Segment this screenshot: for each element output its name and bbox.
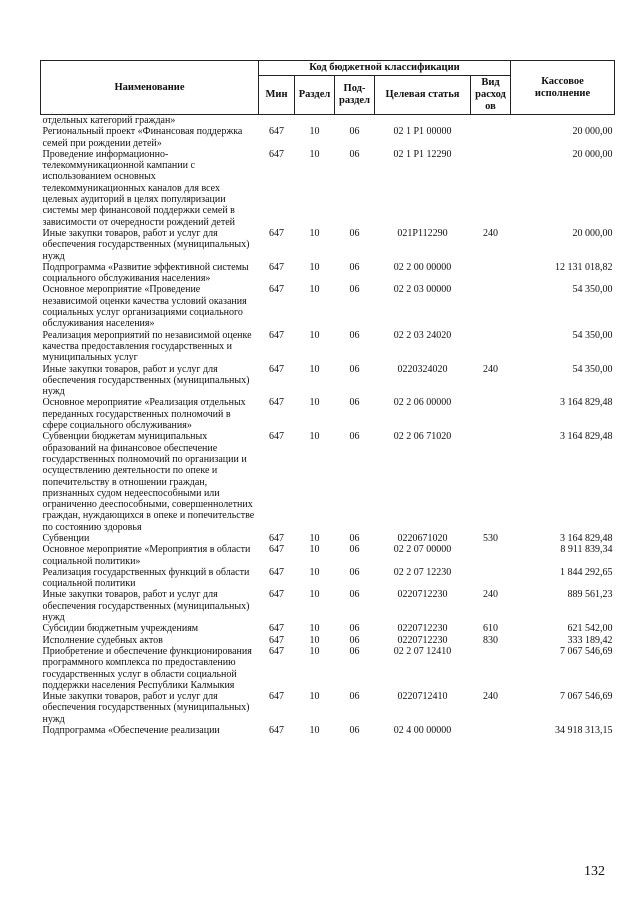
table-row xyxy=(41,115,615,127)
row-name: Иные закупки товаров, работ и услуг для обеспечения государственных (муниципальных) нужд xyxy=(42,691,250,725)
row-min: 647 xyxy=(269,634,284,646)
row-razdel: 10 xyxy=(309,148,320,160)
row-amount: 3 164 829,48 xyxy=(560,431,613,443)
row-statya: 02 2 06 71020 xyxy=(393,431,452,443)
row-amount: 3 164 829,48 xyxy=(560,532,613,544)
table-row xyxy=(41,397,615,431)
row-amount: 20 000,00 xyxy=(572,148,613,160)
table-row xyxy=(41,364,615,398)
row-razdel: 10 xyxy=(309,126,320,138)
row-razdel: 10 xyxy=(309,227,320,239)
row-vid: 830 xyxy=(483,634,498,646)
table-row xyxy=(41,262,615,285)
header-amount: Кассовое исполнение xyxy=(511,61,615,115)
row-vid: 610 xyxy=(483,623,498,635)
row-amount: 54 350,00 xyxy=(572,284,613,296)
row-min: 647 xyxy=(269,645,284,657)
row-statya: 02 2 06 00000 xyxy=(393,397,452,409)
row-statya: 02 2 03 24020 xyxy=(393,329,452,341)
row-vid: 240 xyxy=(483,227,498,239)
row-podrazdel: 06 xyxy=(349,691,360,703)
row-vid xyxy=(471,115,511,127)
row-name: Региональный проект «Финансовая поддержка семей при рождении детей» xyxy=(42,126,243,149)
table-body xyxy=(41,115,615,737)
row-name: Подпрограмма «Обеспечение реализации xyxy=(42,725,220,737)
row-name: Субвенции бюджетам муниципальных образований на финансовое обеспечение государственных полномочий по организации и осуществлению деятельности по опеке и попечительству в отношении граждан, признанных судом недееспособными или ограниченно дееспособными, совершеннолетних граждан, нуждающихся в опеке и попечительстве по состоянию здоровья xyxy=(42,431,255,533)
row-amount xyxy=(511,115,615,127)
row-razdel: 10 xyxy=(309,544,320,556)
row-amount: 54 350,00 xyxy=(572,329,613,341)
row-min: 647 xyxy=(269,261,284,273)
row-name: Субсидии бюджетным учреждениям xyxy=(42,623,199,635)
row-min: 647 xyxy=(269,589,284,601)
row-min: 647 xyxy=(269,623,284,635)
table-row xyxy=(41,623,615,634)
table-row xyxy=(41,330,615,364)
row-razdel xyxy=(295,115,335,127)
row-razdel: 10 xyxy=(309,566,320,578)
row-podrazdel: 06 xyxy=(349,544,360,556)
row-name: Основное мероприятие «Мероприятия в области социальной политики» xyxy=(42,544,251,567)
row-podrazdel: 06 xyxy=(349,397,360,409)
row-amount: 7 067 546,69 xyxy=(560,645,613,657)
row-statya: 0220712410 xyxy=(397,691,448,703)
row-name: Исполнение судебных актов xyxy=(42,634,163,646)
row-razdel: 10 xyxy=(309,645,320,657)
row-vid xyxy=(471,567,511,590)
row-podrazdel: 06 xyxy=(349,329,360,341)
row-amount: 3 164 829,48 xyxy=(560,397,613,409)
table-row xyxy=(41,284,615,329)
row-vid xyxy=(471,646,511,691)
row-podrazdel: 06 xyxy=(349,148,360,160)
row-razdel: 10 xyxy=(309,691,320,703)
row-statya: 021P112290 xyxy=(397,227,448,239)
row-name: Приобретение и обеспечение функционирования программного комплекса по предоставлению государственных услуг в области социальной поддержки населения Республики Калмыкия xyxy=(42,645,252,691)
row-amount: 8 911 839,34 xyxy=(560,544,613,556)
row-statya xyxy=(375,115,471,127)
row-statya: 02 2 00 00000 xyxy=(393,261,452,273)
row-name: Проведение информационно-телекоммуникационной кампании с использованием основных телекоммуникационных каналов для всех целевых аудиторий в целях популяризации системы мер финансовой поддержки семей в зависимости от очередности рождений детей xyxy=(42,148,236,228)
row-statya: 0220712230 xyxy=(397,634,448,646)
header-min: Мин xyxy=(259,76,295,115)
row-podrazdel: 06 xyxy=(349,566,360,578)
table-row xyxy=(41,589,615,623)
row-vid xyxy=(471,725,511,736)
row-min: 647 xyxy=(269,725,284,737)
row-vid xyxy=(471,126,511,149)
row-min: 647 xyxy=(269,566,284,578)
row-name: Иные закупки товаров, работ и услуг для обеспечения государственных (муниципальных) нужд xyxy=(42,589,250,624)
row-name: Подпрограмма «Развитие эффективной системы социального обслуживания населения» xyxy=(42,261,249,285)
row-razdel: 10 xyxy=(309,532,320,544)
row-min: 647 xyxy=(269,544,284,556)
row-amount: 20 000,00 xyxy=(572,126,613,138)
row-podrazdel: 06 xyxy=(349,126,360,138)
row-podrazdel: 06 xyxy=(349,589,360,601)
header-budget-code: Код бюджетной классификации xyxy=(259,61,511,76)
row-razdel: 10 xyxy=(309,284,320,296)
row-razdel: 10 xyxy=(309,431,320,443)
row-name: Реализация мероприятий по независимой оценке качества предоставления государственных и муниципальных услуг xyxy=(42,329,252,364)
row-razdel: 10 xyxy=(309,397,320,409)
row-vid xyxy=(471,262,511,285)
row-vid: 240 xyxy=(483,363,498,375)
header-statya: Целевая статья xyxy=(375,76,471,115)
row-statya: 02 2 07 12410 xyxy=(393,645,452,657)
budget-table xyxy=(40,60,615,736)
row-name: Субвенции xyxy=(42,532,90,544)
row-podrazdel: 06 xyxy=(349,623,360,635)
row-vid xyxy=(471,149,511,228)
row-amount: 54 350,00 xyxy=(572,363,613,375)
row-statya: 02 1 P1 12290 xyxy=(393,148,452,160)
table-row xyxy=(41,725,615,736)
row-podrazdel: 06 xyxy=(349,645,360,657)
header-vid: Вид расход ов xyxy=(471,76,511,115)
row-amount: 1 844 292,65 xyxy=(560,566,613,578)
row-name: Реализация государственных функций в области социальной политики xyxy=(42,566,250,590)
row-amount: 34 918 313,15 xyxy=(555,725,613,737)
row-min: 647 xyxy=(269,148,284,160)
row-statya: 0220712230 xyxy=(397,623,448,635)
row-podrazdel: 06 xyxy=(349,227,360,239)
row-statya: 0220712230 xyxy=(397,589,448,601)
row-razdel: 10 xyxy=(309,363,320,375)
row-amount: 889 561,23 xyxy=(567,589,613,601)
row-podrazdel: 06 xyxy=(349,725,360,737)
table-row xyxy=(41,126,615,149)
row-statya: 02 2 03 00000 xyxy=(393,284,452,296)
row-podrazdel: 06 xyxy=(349,532,360,544)
row-vid: 240 xyxy=(483,691,498,703)
row-podrazdel: 06 xyxy=(349,431,360,443)
row-statya: 02 2 07 12230 xyxy=(393,566,452,578)
row-min: 647 xyxy=(269,363,284,375)
table-row xyxy=(41,635,615,646)
row-podrazdel: 06 xyxy=(349,284,360,296)
row-vid xyxy=(471,284,511,329)
row-min: 647 xyxy=(269,284,284,296)
row-statya: 02 2 07 00000 xyxy=(393,544,452,556)
row-min: 647 xyxy=(269,532,284,544)
row-name: Иные закупки товаров, работ и услуг для обеспечения государственных (муниципальных) нужд xyxy=(42,363,250,398)
header-name: Наименование xyxy=(41,61,259,115)
row-name: отдельных категорий граждан» xyxy=(42,115,176,126)
row-amount: 7 067 546,69 xyxy=(560,691,613,703)
row-min: 647 xyxy=(269,329,284,341)
table-row xyxy=(41,691,615,725)
row-vid xyxy=(471,397,511,431)
table-row xyxy=(41,567,615,590)
row-podrazdel: 06 xyxy=(349,363,360,375)
row-amount: 12 131 018,82 xyxy=(555,261,613,273)
table-row xyxy=(41,228,615,262)
table-row xyxy=(41,533,615,544)
row-name: Основное мероприятие «Реализация отдельных переданных государственных полномочий в сфере социального обслуживания» xyxy=(42,397,246,432)
header-razdel: Раздел xyxy=(295,76,335,115)
row-vid xyxy=(471,544,511,567)
table-row xyxy=(41,431,615,533)
row-min: 647 xyxy=(269,431,284,443)
page-number: 132 xyxy=(584,864,605,879)
header-podrazdel: Под-раздел xyxy=(335,76,375,115)
row-vid: 530 xyxy=(483,532,498,544)
row-podrazdel: 06 xyxy=(349,634,360,646)
row-amount: 333 189,42 xyxy=(567,634,613,646)
row-min xyxy=(259,115,295,127)
row-statya: 02 1 P1 00000 xyxy=(393,126,452,138)
row-min: 647 xyxy=(269,126,284,138)
row-razdel: 10 xyxy=(309,261,320,273)
row-amount: 621 542,00 xyxy=(567,623,613,635)
row-amount: 20 000,00 xyxy=(572,227,613,239)
table-row xyxy=(41,544,615,567)
row-razdel: 10 xyxy=(309,725,320,737)
row-name: Основное мероприятие «Проведение независимой оценки качества условий оказания социальных услуг организациями социального обслуживания населения» xyxy=(42,284,247,330)
row-name: Иные закупки товаров, работ и услуг для обеспечения государственных (муниципальных) нужд xyxy=(42,227,250,262)
row-razdel: 10 xyxy=(309,589,320,601)
row-razdel: 10 xyxy=(309,623,320,635)
row-statya: 02 4 00 00000 xyxy=(393,725,452,737)
row-statya: 0220671020 xyxy=(397,532,448,544)
row-razdel: 10 xyxy=(309,634,320,646)
row-razdel: 10 xyxy=(309,329,320,341)
row-statya: 0220324020 xyxy=(397,363,448,375)
row-vid xyxy=(471,330,511,364)
row-min: 647 xyxy=(269,227,284,239)
row-vid: 240 xyxy=(483,589,498,601)
table-row xyxy=(41,149,615,228)
row-podrazdel xyxy=(335,115,375,127)
row-min: 647 xyxy=(269,397,284,409)
row-vid xyxy=(471,431,511,533)
table-row xyxy=(41,646,615,691)
row-podrazdel: 06 xyxy=(349,261,360,273)
row-min: 647 xyxy=(269,691,284,703)
